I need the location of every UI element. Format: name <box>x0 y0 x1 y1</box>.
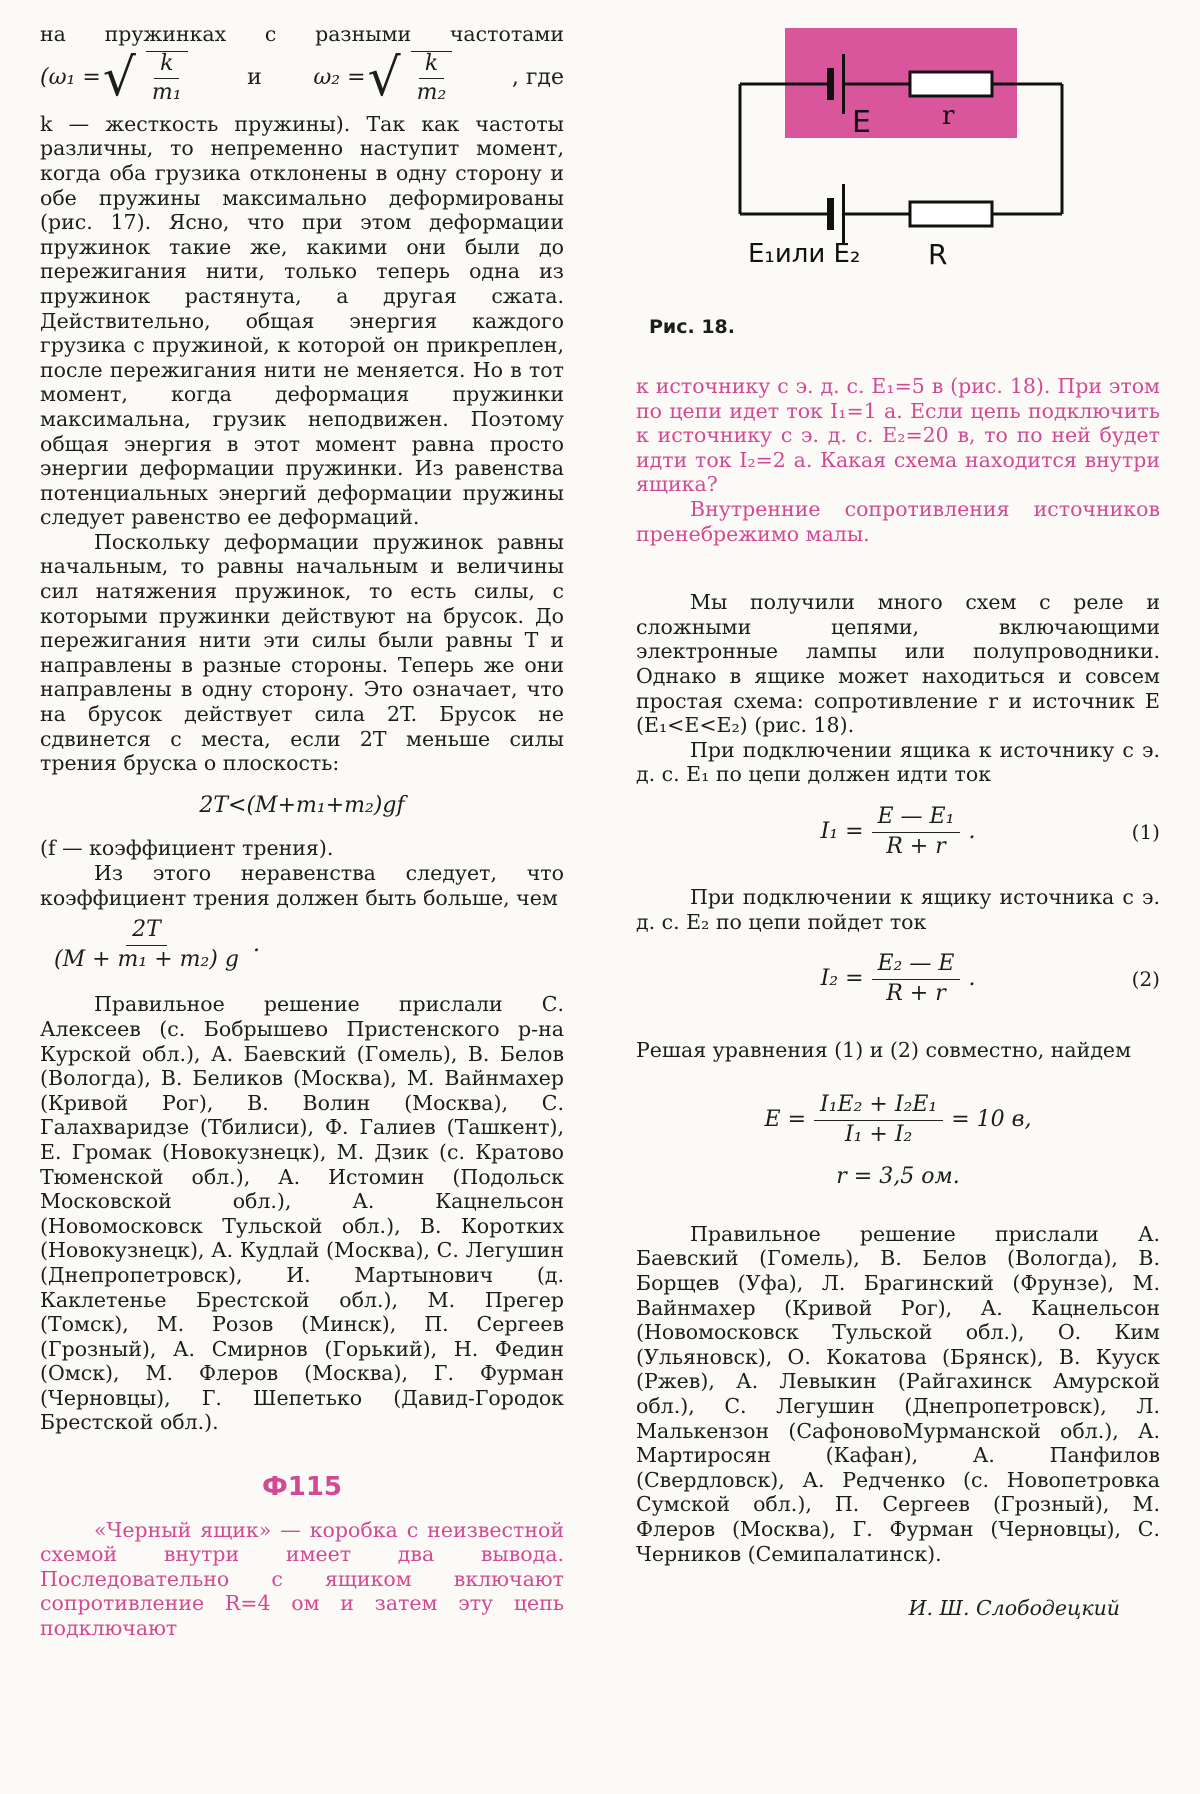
sqrt-symbol: √ <box>102 48 136 109</box>
omega2-lhs: ω₂ = <box>313 64 366 90</box>
intro-line: на пружинках с разными частотами <box>40 22 564 46</box>
equation-number: (2) <box>1131 967 1160 992</box>
omega-formulas <box>40 48 564 109</box>
paragraph: Мы получили много схем с реле и сложными цепями, включающими электронные лампы или полупроводники. Однако в ящике может находиться и совсем простая схема: сопротивление r и источник E (E₁<E<E₂) (рис. 18). <box>636 590 1160 738</box>
problem-continued: к источнику с э. д. с. E₁=5 в (рис. 18). При этом по цепи идет ток I₁=1 а. Если цепь подключить к источнику с э. д. с. E₂=20 в, то по ней будет идти ток I₂=2 а. Какая схема находится внутри ящика? <box>636 374 1160 497</box>
omega2-fraction: $\frac{k}{\text{m₂}}$ <box>411 51 453 106</box>
label-R: R <box>928 238 948 271</box>
equation-1: I₁ = $\frac{\text{E — E₁}}{R + r}$ . (1) <box>820 803 1160 859</box>
equation-2: I₂ = $\frac{\text{E₂ — E}}{R + r}$ . (2) <box>820 951 1160 1006</box>
omega1-fraction: $\frac{k}{\text{m₁}}$ <box>146 51 188 106</box>
solvers-list: Правильное решение прислали С. Алексеев (с. Бобрышево Пристенского р-на Курской обл.), А. Баевский (Гомель), В. Белов (Вологда), В. Беликов (Москва), М. Вайнмахер (Кривой Рог), В. Волин (Москва), С. Галахваридзе (Тбилиси), Ф. Галиев (Ташкент), Е. Громак (Новокузнецк), М. Дзик (с. Кратово Тюменской обл.), А. Истомин (Подольск Московской обл.), А. Кацнельсон (Новомосковск Тульской обл.), В. Коротких (Новокузнецк), А. Кудлай (Москва), С. Легушин (Днепропетровск), И. Мартынович (д. Каклетенье Брестской обл.), М. Прегер (Томск), М. Розов (Минск), П. Сергеев (Грозный), А. Смирнов (Горький), Н. Федин (Омск), М. Флеров (Москва), Г. Фурман (Черновцы), Г. Шепетько (Давид-Городок Брестской обл.). <box>40 992 564 1435</box>
friction-note: (f — коэффициент трения). <box>40 836 334 861</box>
label-E: E <box>852 105 871 140</box>
author-signature: И. Ш. Слободецкий <box>908 1596 1120 1621</box>
paragraph: При подключении ящика к источнику с э. д. с. E₁ по цепи должен идти ток <box>636 737 1160 787</box>
label-E1-or-E2: E₁или E₂ <box>748 239 861 269</box>
sqrt-symbol: √ <box>367 48 401 109</box>
equation-number: (1) <box>1131 819 1160 844</box>
resistor-R <box>910 202 992 226</box>
paragraph: Решая уравнения (1) и (2) совместно, найдем <box>636 1038 1132 1063</box>
paragraph: При подключении к ящику источника с э. д. с. E₂ по цепи пойдет ток <box>636 885 1160 934</box>
and-word: и <box>247 64 262 90</box>
where-word: , где <box>511 64 564 90</box>
equation-3: E = $\frac{\text{I₁E₂ + I₂E₁}}{\text{I₁ + I₂}}$ = 10 в, <box>764 1092 1032 1147</box>
solvers-list: Правильное решение прислали А. Баевский (Гомель), В. Белов (Вологда), В. Борщев (Уфа), Л. Брагинский (Фрунзе), М. Вайнмахер (Кривой Рог), А. Кацнельсон (Новомосковск Тульской обл.), О. Ким (Ульяновск), О. Кокатова (Брянск), В. Кууск (Ржев), А. Левыкин (Райгахинск Амурской обл.), С. Легушин (Днепропетровск), Л. Малькензон (СафоновоМурманской обл.), А. Мартиросян (Кафан), А. Панфилов (Свердловск), А. Редченко (с. Новопетровка Сумской обл.), П. Сергеев (Грозный), М. Флеров (Москва), Г. Фурман (Черновцы), С. Черников (Семипалатинск). <box>636 1221 1160 1566</box>
circuit-figure <box>730 24 1090 279</box>
equation-4: r = 3,5 ом. <box>836 1164 960 1190</box>
paragraph: Поскольку деформации пружинок равны начальным, то равны начальным и величины сил натяжения пружинок, то есть силы, с которыми пружинки действуют на брусок. До пережигания нити эти силы были равны T и направлены в разные стороны. Теперь же они направлены в одну сторону. Это означает, что на брусок действует сила 2T. Брусок не сдвинется с места, если 2T меньше силы трения бруска о плоскость: <box>40 529 564 776</box>
paragraph: Из этого неравенства следует, что коэффициент трения должен быть больше, чем <box>40 861 564 910</box>
omega1-lhs: (ω₁ = <box>40 64 101 90</box>
problem-title: Ф115 <box>261 1472 343 1503</box>
friction-fraction: $\frac{2T}{\text{(M + m₁ + m₂) g}}$ . <box>54 917 260 972</box>
resistor-r <box>910 72 992 96</box>
problem-text: «Черный ящик» — коробка с неизвестной схемой внутри имеет два вывода. Последовательно с ящиком включают сопротивление R=4 ом и затем эту цепь подключают <box>40 1517 564 1641</box>
right-column <box>636 374 1160 1621</box>
paragraph: k — жесткость пружины). Так как частоты различны, то непременно наступит момент, когда оба грузика отклонены в одну сторону и обе пружины максимально деформированы (рис. 17). Ясно, что при этом деформации пружинок такие же, какими они были до пережигания нити, только теперь одна из пружинок растянута, а другая сжата. Действительно, общая энергия каждого грузика с пружиной, к которой он прикреплен, после пережигания нити не меняется. Но в тот момент, когда деформация пружинки максимальна, грузик неподвижен. Поэтому общая энергия в этот момент равна просто энергии деформации пружинки. Из равенства потенциальных энергий деформации пружины следует равенство ее деформаций. <box>40 111 564 530</box>
problem-note: Внутренние сопротивления источников пренебрежимо малы. <box>636 496 1160 546</box>
left-column <box>40 22 564 1641</box>
inequality: 2T<(M+m₁+m₂)gf <box>199 792 405 818</box>
label-r: r <box>942 101 955 131</box>
figure-caption: Рис. 18. <box>649 316 735 338</box>
